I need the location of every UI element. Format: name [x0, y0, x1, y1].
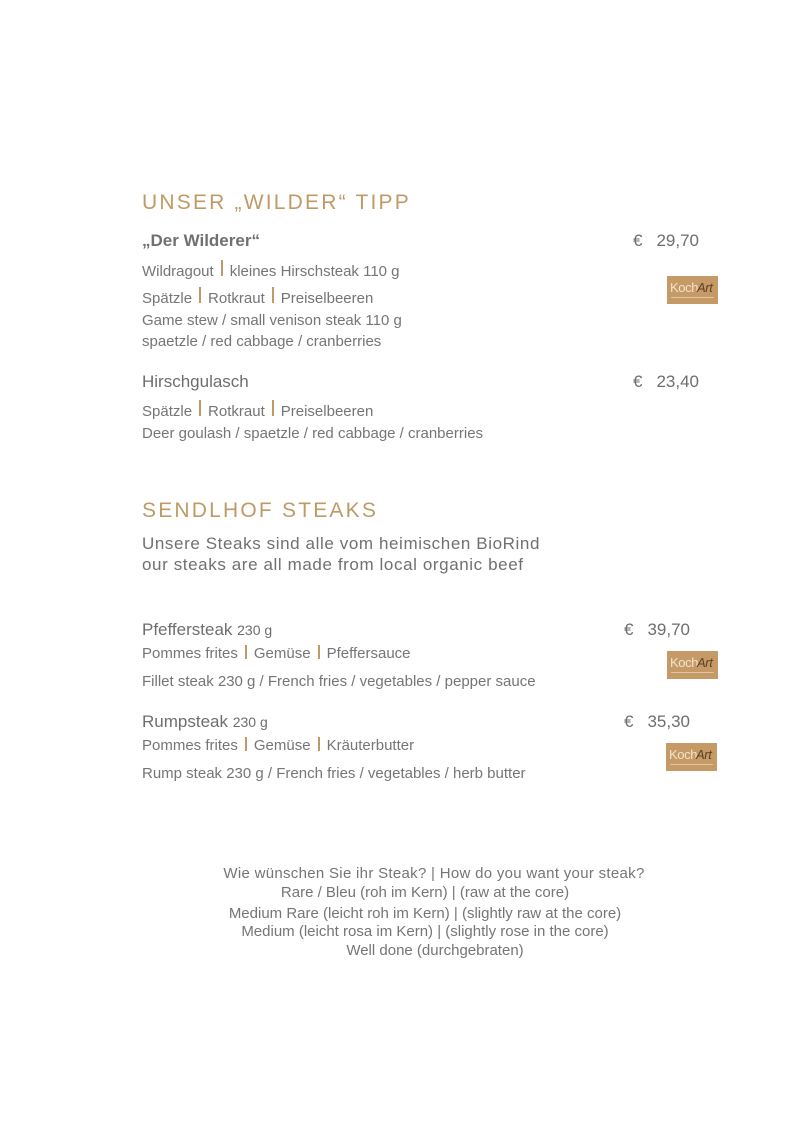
section-title-steaks: SENDLHOF STEAKS: [142, 499, 379, 522]
price-rumpsteak: [624, 712, 690, 732]
steaks-intro-en: our steaks are all made from local organic beef: [142, 555, 524, 574]
price-value: 23,40: [656, 372, 700, 391]
doneness-well-done: Well done (durchgebraten): [346, 942, 524, 959]
price-hirschgulasch: [633, 372, 699, 392]
price-pfeffersteak: [624, 620, 690, 640]
dish-weight: 230 g: [232, 714, 268, 730]
kochart-badge: [666, 743, 717, 771]
currency-symbol: €: [624, 620, 634, 639]
ingredient: Rotkraut: [208, 403, 265, 420]
price-der-wilderer: [633, 231, 699, 251]
ingredient: kleines Hirschsteak 110 g: [229, 263, 400, 280]
price-value: 39,70: [647, 620, 691, 639]
dish-name-rumpsteak: [142, 712, 268, 732]
ingredient: Pfeffersauce: [326, 645, 411, 662]
separator: [245, 737, 247, 751]
ingredient: Spätzle: [142, 403, 193, 420]
doneness-medium-rare: Medium Rare (leicht roh im Kern) | (slightly raw at the core): [228, 905, 622, 922]
separator: [199, 400, 201, 416]
section-title-tipp: UNSER „WILDER“ TIPP: [142, 191, 411, 214]
badge-text: Koch: [670, 655, 699, 670]
dish-name-hirschgulasch: Hirschgulasch: [142, 372, 249, 391]
doneness-rare: Rare / Bleu (roh im Kern) | (raw at the core): [280, 884, 570, 901]
separator: [221, 260, 223, 276]
currency-symbol: €: [633, 372, 643, 391]
badge-text: Art: [696, 747, 712, 762]
currency-symbol: €: [624, 712, 634, 731]
ingredient: Wildragout: [142, 263, 214, 280]
currency-symbol: €: [633, 231, 643, 250]
dish-description-de: [142, 400, 373, 420]
separator: [245, 645, 247, 659]
dish-description-de: [142, 737, 414, 754]
separator: [318, 645, 320, 659]
ingredient: Pommes frites: [142, 645, 238, 662]
kochart-badge: [667, 276, 718, 304]
ingredient: Spätzle: [142, 290, 193, 307]
separator: [272, 287, 274, 303]
price-value: 29,70: [656, 231, 700, 250]
badge-text: Koch: [670, 280, 699, 295]
dish-title: Pfeffersteak: [142, 620, 233, 639]
ingredient: Preiselbeeren: [280, 403, 374, 420]
badge-text: Art: [697, 280, 713, 295]
ingredient: Pommes frites: [142, 737, 238, 754]
dish-name-der-wilderer: „Der Wilderer“: [142, 231, 260, 250]
price-value: 35,30: [647, 712, 691, 731]
dish-description-en: Deer goulash / spaetzle / red cabbage / cranberries: [142, 425, 484, 442]
separator: [272, 400, 274, 416]
dish-weight: 230 g: [237, 622, 273, 638]
separator: [318, 737, 320, 751]
doneness-medium: Medium (leicht rosa im Kern) | (slightly rose in the core): [241, 923, 609, 940]
ingredient: Rotkraut: [208, 290, 265, 307]
dish-description-de: [142, 645, 411, 662]
separator: [199, 287, 201, 303]
ingredient: Gemüse: [253, 737, 311, 754]
kochart-badge: [667, 651, 718, 679]
dish-description-en: spaetzle / red cabbage / cranberries: [142, 333, 382, 350]
dish-description-de: [142, 287, 373, 307]
badge-text: Art: [697, 655, 713, 670]
dish-description-en: Fillet steak 230 g / French fries / vegetables / pepper sauce: [142, 673, 536, 690]
badge-text: Koch: [669, 747, 698, 762]
ingredient: Gemüse: [253, 645, 311, 662]
dish-description-en: Rump steak 230 g / French fries / vegetables / herb butter: [142, 765, 526, 782]
doneness-question: Wie wünschen Sie ihr Steak? | How do you want your steak?: [223, 865, 645, 882]
steaks-intro-de: Unsere Steaks sind alle vom heimischen BioRind: [142, 534, 540, 553]
ingredient: Preiselbeeren: [280, 290, 374, 307]
ingredient: Kräuterbutter: [326, 737, 415, 754]
dish-description-en: Game stew / small venison steak 110 g: [142, 312, 402, 329]
dish-name-pfeffersteak: [142, 620, 272, 640]
dish-description-de: [142, 260, 400, 280]
dish-title: Rumpsteak: [142, 712, 228, 731]
